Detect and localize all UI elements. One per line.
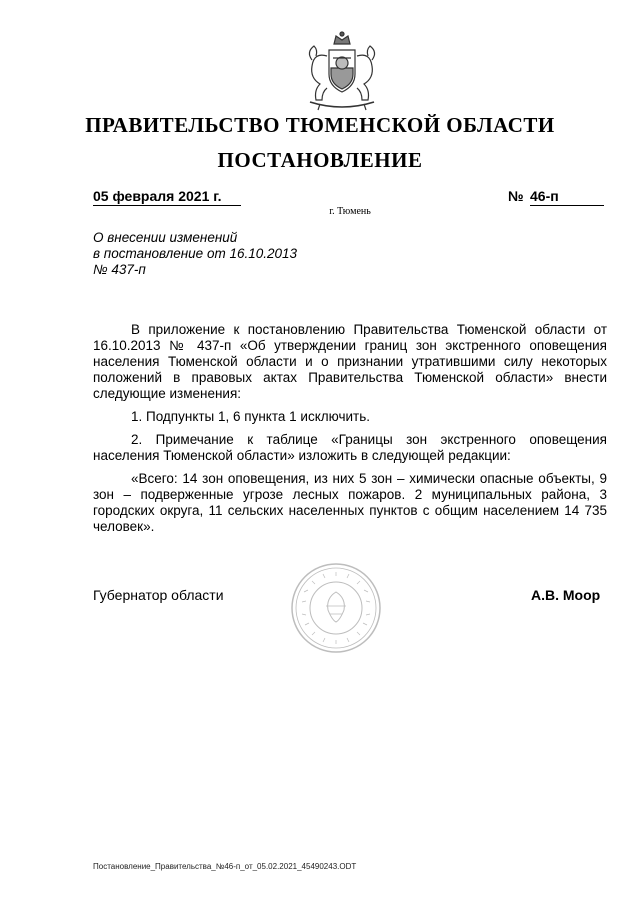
official-seal-icon bbox=[290, 562, 382, 654]
decree-body bbox=[93, 322, 607, 535]
coat-of-arms-icon bbox=[300, 30, 384, 112]
decree-number: 46-п bbox=[530, 188, 604, 206]
body-paragraph: 1. Подпункты 1, 6 пункта 1 исключить. bbox=[131, 409, 370, 424]
decree-title: ПОСТАНОВЛЕНИЕ bbox=[217, 148, 423, 172]
body-paragraph: «Всего: 14 зон оповещения, из них 5 зон – химически опасные объекты, 9 зон – подверженные угрозе лесных пожаров. 2 муниципальных района, 3 городских округа, 11 сельских населенных пунктов с общим населением 14 735 человек». bbox=[93, 471, 607, 534]
government-title: ПРАВИТЕЛЬСТВО ТЮМЕНСКОЙ ОБЛАСТИ bbox=[85, 113, 555, 137]
decree-date: 05 февраля 2021 г. bbox=[93, 188, 241, 206]
decree-number-label: № bbox=[508, 188, 524, 204]
city-label: г. Тюмень bbox=[329, 206, 371, 217]
body-paragraph: 2. Примечание к таблице «Границы зон экстренного оповещения населения Тюменской области» изложить в следующей редакции: bbox=[93, 432, 607, 463]
footer-filename: Постановление_Правительства_№46-п_от_05.02.2021_45490243.ODT bbox=[93, 862, 357, 871]
signatory-position: Губернатор области bbox=[93, 587, 224, 603]
signatory-name: А.В. Моор bbox=[531, 587, 601, 603]
subject-line: О внесении изменений bbox=[93, 230, 238, 245]
body-paragraph: В приложение к постановлению Правительства Тюменской области от 16.10.2013 № 437-п «Об утверждении границ зон экстренного оповещения населения Тюменской области и о признании утратившими силу некоторых положений в правовых актах Правительства Тюменской области» внести следующие изменения: bbox=[93, 322, 607, 401]
subject-line: № 437-п bbox=[93, 262, 146, 277]
decree-subject bbox=[93, 230, 297, 278]
subject-line: в постановление от 16.10.2013 bbox=[93, 246, 298, 261]
